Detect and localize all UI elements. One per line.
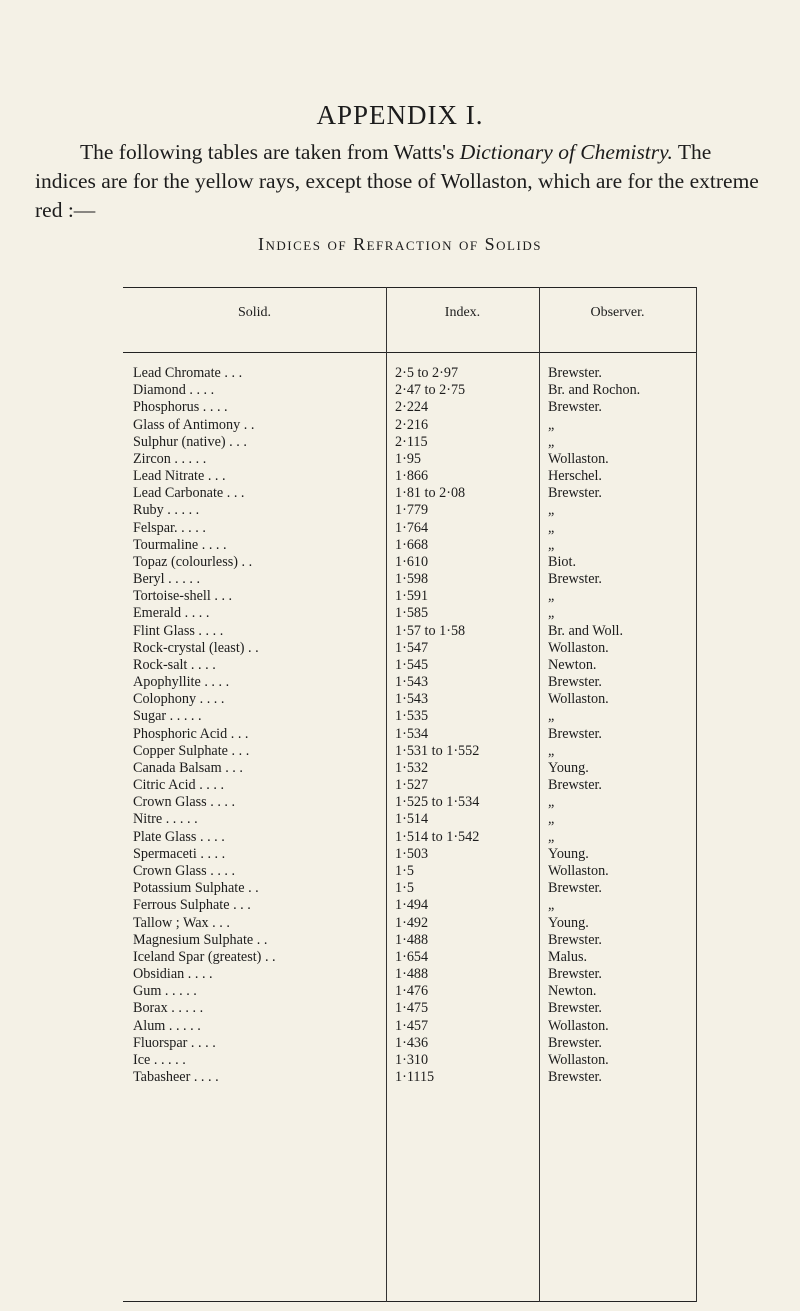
cell-solid: Phosphoric Acid . . .	[133, 725, 249, 742]
cell-observer: Wollaston.	[548, 450, 609, 467]
table-caption: Indices of Refraction of Solids	[258, 234, 542, 254]
table-row	[123, 588, 697, 605]
cell-solid: Alum . . . . .	[133, 1017, 201, 1034]
cell-index: 1·534	[395, 725, 429, 742]
table-row	[123, 520, 697, 537]
table-row	[123, 897, 697, 914]
intro-paragraph	[35, 138, 775, 225]
cell-solid: Diamond . . . .	[133, 382, 215, 399]
header-index: Index.	[444, 305, 481, 320]
cell-index: 1·654	[395, 948, 429, 965]
table-row	[123, 571, 697, 588]
table-row	[123, 537, 697, 554]
cell-index: 1·457	[395, 1017, 429, 1034]
cell-index: 1·57 to 1·58	[395, 622, 466, 639]
cell-solid: Potassium Sulphate . .	[133, 880, 259, 897]
cell-index: 1·310	[395, 1051, 429, 1068]
cell-index: 1·95	[395, 450, 422, 467]
table-row	[123, 554, 697, 571]
cell-index: 1·598	[395, 571, 429, 588]
cell-observer: Newton.	[548, 656, 597, 673]
cell-index: 1·543	[395, 691, 429, 708]
cell-observer: Young.	[548, 845, 589, 862]
cell-index: 1·532	[395, 759, 429, 776]
table-row	[123, 743, 697, 760]
cell-solid: Crown Glass . . . .	[133, 794, 236, 811]
cell-observer: Biot.	[548, 553, 576, 570]
cell-index: 1·764	[395, 519, 429, 536]
table-row	[123, 691, 697, 708]
cell-solid: Borax . . . . .	[133, 1000, 204, 1017]
table-row	[123, 1069, 697, 1086]
table-row	[123, 829, 697, 846]
cell-index: 1·476	[395, 983, 429, 1000]
cell-solid: Tabasheer . . . .	[133, 1069, 219, 1086]
cell-solid: Glass of Antimony . .	[133, 416, 255, 433]
cell-index: 2·115	[395, 433, 428, 450]
cell-solid: Zircon . . . . .	[133, 450, 207, 467]
header-solid: Solid.	[237, 305, 272, 320]
cell-observer: Brewster.	[548, 365, 602, 381]
table-row	[123, 434, 697, 451]
cell-observer: Brewster.	[548, 880, 602, 897]
cell-index: 1·514 to 1·542	[395, 828, 480, 845]
cell-solid: Lead Chromate . . .	[133, 365, 243, 381]
table-row	[123, 657, 697, 674]
table-row	[123, 966, 697, 983]
cell-observer: Wollaston.	[548, 862, 609, 879]
cell-observer: Wollaston.	[548, 1051, 609, 1068]
cell-solid: Tourmaline . . . .	[133, 536, 227, 553]
table-row	[123, 811, 697, 828]
cell-observer: „	[548, 536, 555, 553]
cell-solid: Felspar. . . . .	[133, 519, 206, 536]
cell-index: 1·81 to 2·08	[395, 485, 466, 502]
cell-solid: Topaz (colourless) . .	[133, 553, 253, 570]
cell-observer: „	[548, 811, 555, 828]
cell-solid: Crown Glass . . . .	[133, 862, 236, 879]
table-row	[123, 640, 697, 657]
table-row	[123, 451, 697, 468]
cell-index: 1·514	[395, 811, 429, 828]
cell-index: 1·668	[395, 536, 429, 553]
cell-observer: Young.	[548, 914, 589, 931]
cell-solid: Tallow ; Wax . . .	[133, 914, 230, 931]
table-row	[123, 399, 697, 416]
cell-index: 1·779	[395, 502, 429, 519]
cell-index: 1·5	[395, 880, 414, 897]
cell-index: 1·535	[395, 708, 429, 725]
cell-observer: Brewster.	[548, 571, 602, 588]
table-row	[123, 1035, 697, 1052]
cell-observer: „	[548, 416, 555, 433]
cell-index: 1·543	[395, 674, 429, 691]
cell-solid: Rock-salt . . . .	[133, 656, 216, 673]
cell-observer: Wollaston.	[548, 691, 609, 708]
intro-text-before: The following tables are taken from Watts's	[80, 140, 460, 164]
cell-solid: Ruby . . . . .	[133, 502, 200, 519]
cell-observer: Herschel.	[548, 468, 602, 485]
cell-index: 1·5	[395, 862, 414, 879]
table-row	[123, 1000, 697, 1017]
cell-index: 1·494	[395, 897, 429, 914]
cell-observer: Wollaston.	[548, 639, 609, 656]
cell-observer: Brewster.	[548, 399, 602, 416]
cell-solid: Apophyllite . . . .	[133, 674, 230, 691]
cell-solid: Copper Sulphate . . .	[133, 742, 250, 759]
cell-solid: Phosphorus . . . .	[133, 399, 228, 416]
table-row	[123, 623, 697, 640]
cell-index: 1·1115	[395, 1069, 435, 1086]
table-row	[123, 365, 697, 382]
cell-solid: Fluorspar . . . .	[133, 1034, 216, 1051]
cell-observer: Brewster.	[548, 1034, 602, 1051]
table-row	[123, 485, 697, 502]
cell-observer: „	[548, 433, 555, 450]
cell-solid: Lead Carbonate . . .	[133, 485, 245, 502]
cell-index: 1·866	[395, 468, 429, 485]
cell-solid: Nitre . . . . .	[133, 811, 198, 828]
table-row	[123, 880, 697, 897]
table-row	[123, 468, 697, 485]
table-row	[123, 726, 697, 743]
cell-observer: Brewster.	[548, 931, 602, 948]
cell-observer: Brewster.	[548, 725, 602, 742]
cell-index: 1·591	[395, 588, 429, 605]
cell-observer: Brewster.	[548, 1000, 602, 1017]
cell-solid: Spermaceti . . . .	[133, 845, 226, 862]
cell-observer: Brewster.	[548, 1069, 602, 1086]
cell-index: 2·5 to 2·97	[395, 365, 459, 381]
table-row	[123, 708, 697, 725]
cell-observer: „	[548, 605, 555, 622]
table-row	[123, 674, 697, 691]
table-row	[123, 983, 697, 1000]
cell-observer: „	[548, 708, 555, 725]
cell-solid: Colophony . . . .	[133, 691, 225, 708]
table-bottom-rule	[123, 1301, 697, 1302]
cell-index: 1·436	[395, 1034, 429, 1051]
cell-index: 1·547	[395, 639, 429, 656]
table-header-rule	[123, 352, 697, 353]
table-row	[123, 1018, 697, 1035]
table-row	[123, 417, 697, 434]
cell-observer: Newton.	[548, 983, 597, 1000]
cell-solid: Rock-crystal (least) . .	[133, 639, 259, 656]
table-row	[123, 1052, 697, 1069]
cell-observer: „	[548, 502, 555, 519]
cell-solid: Sugar . . . . .	[133, 708, 202, 725]
table-row	[123, 605, 697, 622]
cell-observer: „	[548, 794, 555, 811]
cell-observer: Malus.	[548, 948, 588, 965]
cell-index: 2·47 to 2·75	[395, 382, 466, 399]
table-row	[123, 502, 697, 519]
cell-solid: Lead Nitrate . . .	[133, 468, 226, 485]
cell-observer: Brewster.	[548, 674, 602, 691]
cell-index: 1·488	[395, 931, 429, 948]
cell-index: 1·527	[395, 777, 429, 794]
cell-observer: „	[548, 828, 555, 845]
cell-solid: Obsidian . . . .	[133, 966, 213, 983]
cell-solid: Ice . . . . .	[133, 1051, 186, 1068]
header-observer: Observer.	[590, 305, 645, 320]
cell-index: 1·525 to 1·534	[395, 794, 480, 811]
cell-observer: Brewster.	[548, 966, 602, 983]
cell-observer: Br. and Woll.	[548, 622, 624, 639]
table-top-rule	[123, 287, 697, 288]
cell-solid: Plate Glass . . . .	[133, 828, 225, 845]
intro-book-title: Dictionary of Chemistry.	[459, 140, 673, 164]
cell-observer: „	[548, 897, 555, 914]
refraction-table	[123, 287, 697, 1311]
cell-solid: Gum . . . . .	[133, 983, 197, 1000]
cell-index: 1·610	[395, 553, 429, 570]
cell-index: 1·503	[395, 845, 429, 862]
table-row	[123, 949, 697, 966]
table-row	[123, 932, 697, 949]
intro-text-after: The indices are for the yellow rays, except those of Wollaston, which are for the extreme red :—	[35, 140, 759, 222]
table-body	[123, 365, 697, 1086]
cell-observer: Young.	[548, 759, 589, 776]
table-row	[123, 760, 697, 777]
table-row	[123, 777, 697, 794]
cell-index: 1·492	[395, 914, 429, 931]
cell-observer: Brewster.	[548, 777, 602, 794]
cell-solid: Magnesium Sulphate . .	[133, 931, 268, 948]
cell-solid: Sulphur (native) . . .	[133, 433, 247, 450]
table-row	[123, 863, 697, 880]
cell-observer: Br. and Rochon.	[548, 382, 641, 399]
cell-index: 2·224	[395, 399, 429, 416]
cell-index: 1·585	[395, 605, 429, 622]
cell-solid: Emerald . . . .	[133, 605, 210, 622]
table-row	[123, 794, 697, 811]
cell-observer: „	[548, 588, 555, 605]
cell-solid: Flint Glass . . . .	[133, 622, 224, 639]
cell-index: 1·531 to 1·552	[395, 742, 480, 759]
cell-index: 1·488	[395, 966, 429, 983]
page-heading: APPENDIX I.	[316, 100, 484, 130]
cell-observer: Wollaston.	[548, 1017, 609, 1034]
table-row	[123, 382, 697, 399]
cell-observer: „	[548, 519, 555, 536]
table-row	[123, 915, 697, 932]
cell-index: 2·216	[395, 416, 429, 433]
cell-solid: Tortoise-shell . . .	[133, 588, 233, 605]
cell-index: 1·475	[395, 1000, 429, 1017]
cell-solid: Beryl . . . . .	[133, 571, 200, 588]
cell-solid: Canada Balsam . . .	[133, 759, 243, 776]
cell-solid: Ferrous Sulphate . . .	[133, 897, 251, 914]
cell-solid: Citric Acid . . . .	[133, 777, 225, 794]
cell-observer: „	[548, 742, 555, 759]
cell-index: 1·545	[395, 656, 429, 673]
table-row	[123, 846, 697, 863]
cell-observer: Brewster.	[548, 485, 602, 502]
cell-solid: Iceland Spar (greatest) . .	[133, 948, 276, 965]
